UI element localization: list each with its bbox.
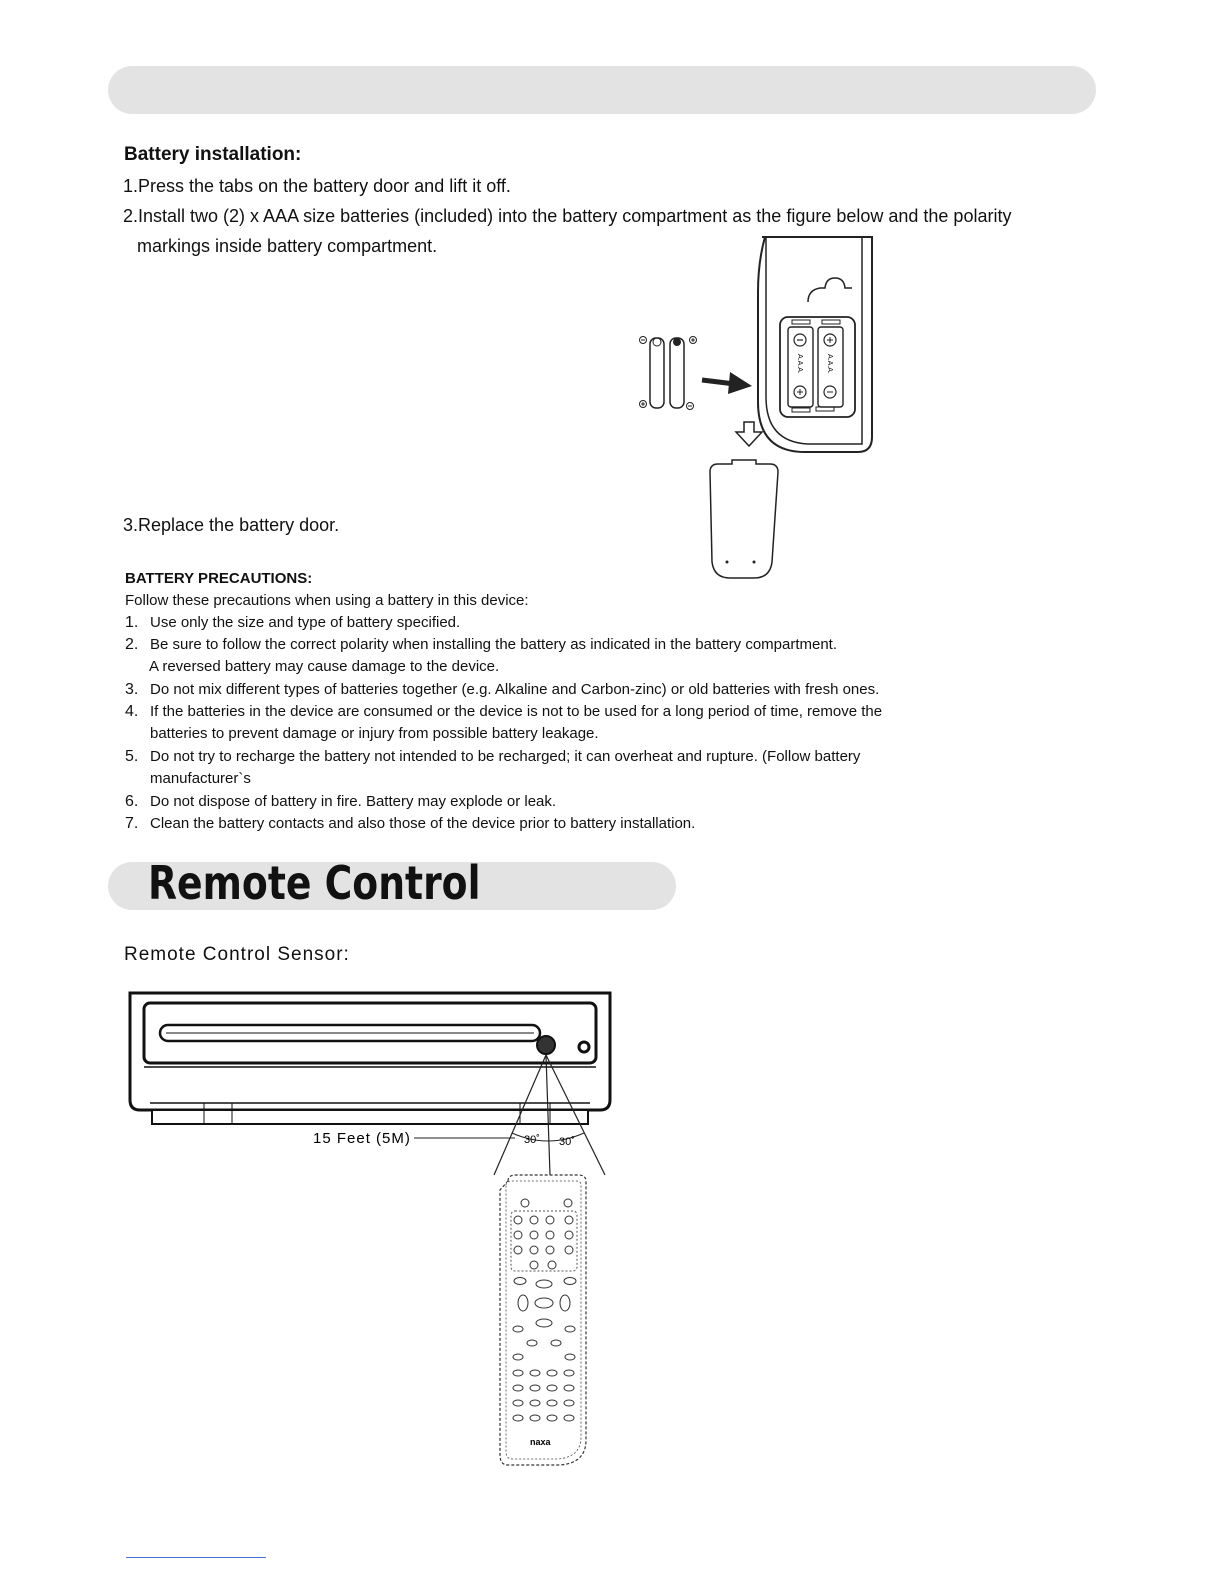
battery-installation-heading: Battery installation: [124,144,302,165]
precaution-text-1: Use only the size and type of battery specified. [150,614,461,631]
angle-right-label: 30˚ [559,1136,575,1148]
precaution-num-6: 6. [125,793,139,810]
angle-left-label: 30˚ [524,1134,540,1146]
battery-installation-illustration [630,232,890,587]
precaution-num-1: 1. [125,614,139,631]
aaa-batteries-icon [640,337,697,410]
power-led-icon [579,1042,589,1052]
battery-door-icon [710,460,778,578]
precautions-list [125,614,1025,839]
remote-sensor-illustration [120,985,620,1475]
arrow-right-icon [702,372,752,394]
battery-step-1: 1.Press the tabs on the battery door and lift it off. [123,176,511,196]
precaution-text-5a: Do not try to recharge the battery not intended to be recharged; it can overheat and rupture. (Follow battery [150,748,861,765]
distance-label: 15 Feet (5M) [313,1130,411,1147]
remote-brand-logo: naxa [530,1437,551,1447]
ir-sensor-icon [537,1036,555,1054]
precaution-text-2b: A reversed battery may cause damage to the device. [149,658,500,675]
precaution-text-5b: manufacturer`s [150,770,251,787]
battery-step-2-line-2: markings inside battery compartment. [137,236,438,256]
remote-control-icon [500,1175,586,1465]
precaution-num-2: 2. [125,636,139,653]
remote-sensor-heading: Remote Control Sensor: [124,944,350,965]
battery-label-right: A.A.A. [826,354,833,374]
precaution-text-2a: Be sure to follow the correct polarity when installing the battery as indicated in the battery compartment. [150,636,838,653]
precaution-text-4b: batteries to prevent damage or injury from possible battery leakage. [150,725,599,742]
precaution-num-7: 7. [125,815,139,832]
battery-step-2-line-1: 2.Install two (2) x AAA size batteries (included) into the battery compartment as the figure below and the polarity [123,206,1012,226]
precaution-text-6: Do not dispose of battery in fire. Battery may explode or leak. [150,793,557,810]
battery-step-3: 3.Replace the battery door. [123,515,340,535]
precaution-text-7: Clean the battery contacts and also those of the device prior to battery installation. [150,815,696,832]
remote-control-title: Remote Control [148,856,481,910]
arrow-down-icon [736,422,762,446]
footer-link-underline [126,1557,266,1558]
precaution-num-4: 4. [125,703,139,720]
dvd-player-icon [130,993,610,1124]
precaution-num-3: 3. [125,681,139,698]
precaution-num-5: 5. [125,748,139,765]
precaution-text-3: Do not mix different types of batteries together (e.g. Alkaline and Carbon-zinc) or old batteries with fresh ones. [150,681,880,698]
remote-control-banner [108,856,676,910]
battery-label-left: A.A.A. [796,354,803,374]
top-banner [108,66,1096,114]
precautions-title: BATTERY PRECAUTIONS: [125,570,313,587]
precaution-text-4a: If the batteries in the device are consumed or the device is not to be used for a long period of time, remove the [150,703,883,720]
precautions-intro: Follow these precautions when using a battery in this device: [125,592,529,609]
